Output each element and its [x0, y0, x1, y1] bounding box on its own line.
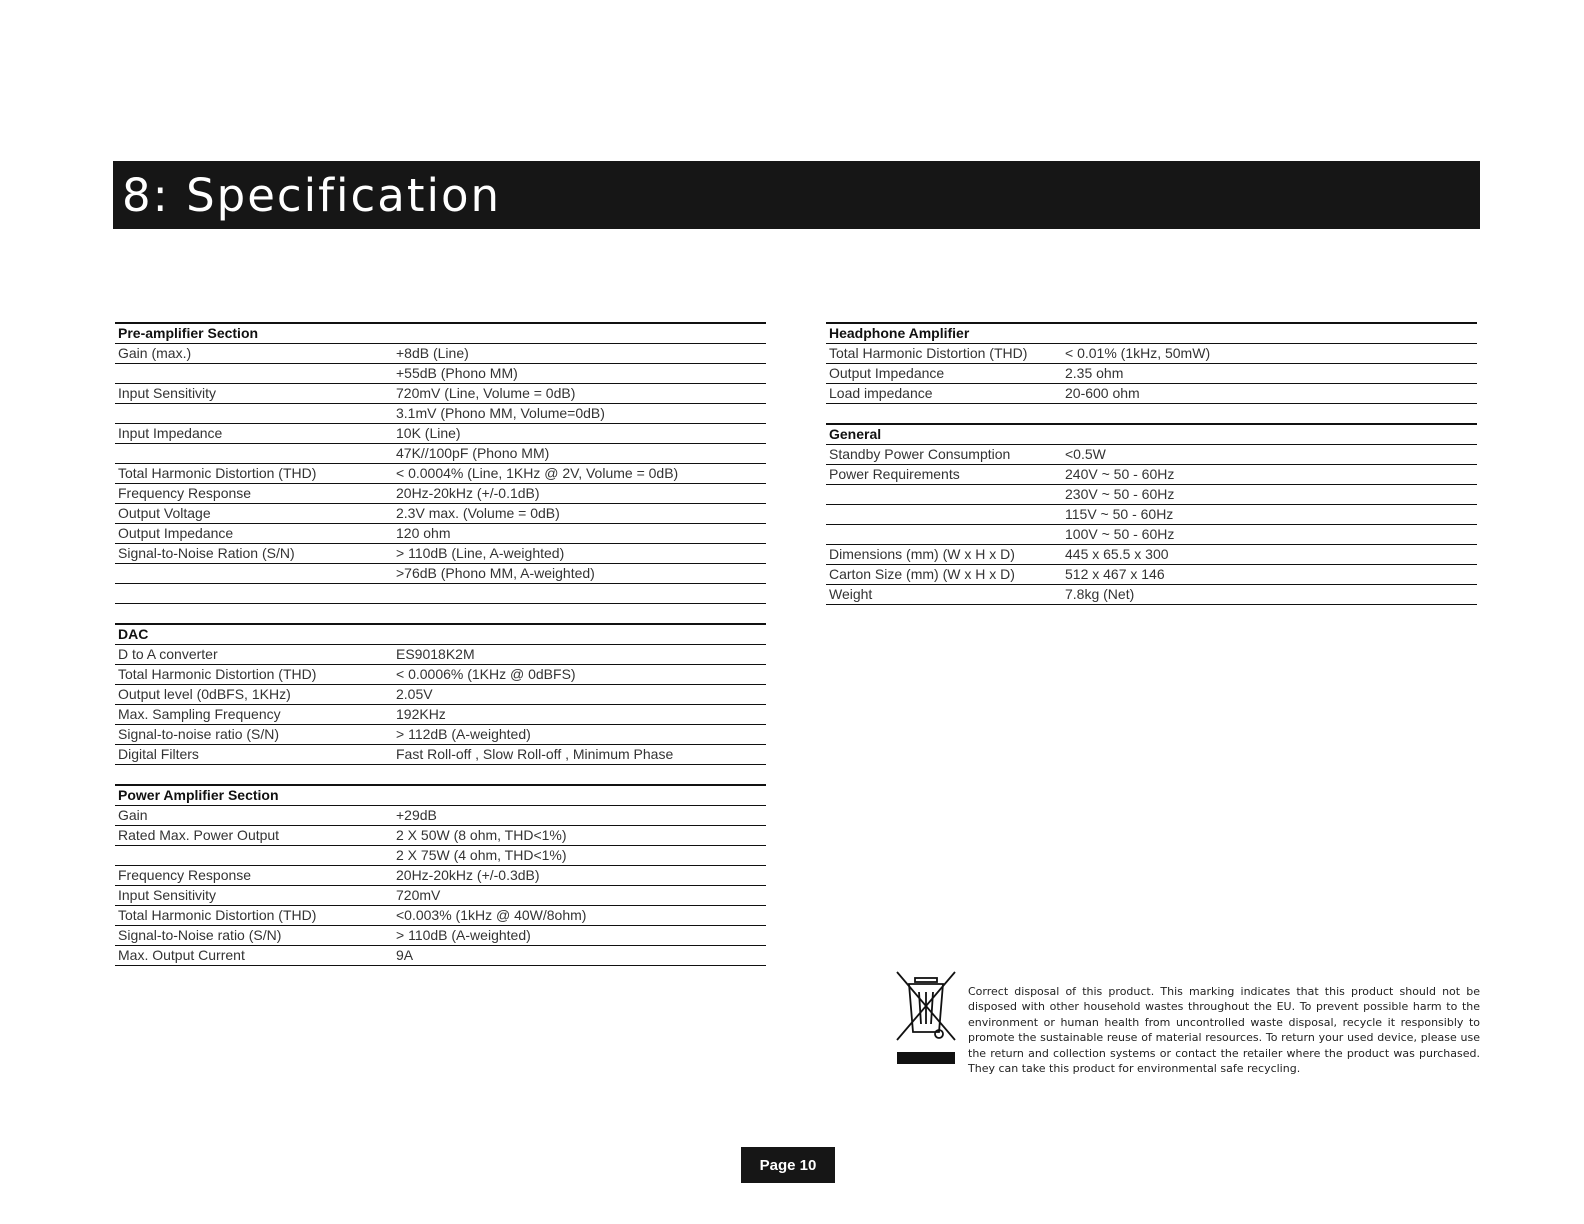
- spec-value: >76dB (Phono MM, A-weighted): [396, 565, 595, 581]
- spec-label: Signal-to-Noise Ration (S/N): [118, 545, 295, 561]
- spec-section: [115, 322, 766, 604]
- spec-label: Frequency Response: [118, 485, 252, 501]
- title-bar: [113, 161, 1480, 229]
- spec-value: 230V ~ 50 - 60Hz: [1065, 486, 1175, 502]
- page-title: 8: Specification: [122, 168, 502, 222]
- spec-value: 7.8kg (Net): [1065, 586, 1135, 602]
- spec-label: [826, 505, 1065, 524]
- spec-value: 240V ~ 50 - 60Hz: [1065, 466, 1175, 482]
- spec-value: 20Hz-20kHz (+/-0.3dB): [396, 867, 540, 883]
- spec-label: Max. Sampling Frequency: [118, 706, 281, 722]
- spec-label: Max. Output Current: [118, 947, 245, 963]
- spec-value: +55dB (Phono MM): [396, 365, 518, 381]
- spec-label: Input Impedance: [118, 425, 223, 441]
- spec-section: [826, 423, 1477, 605]
- spec-value: 100V ~ 50 - 60Hz: [1065, 526, 1175, 542]
- spec-label: [115, 846, 396, 865]
- spec-label: [115, 584, 396, 603]
- spec-row: [115, 846, 766, 866]
- disposal-notice: Correct disposal of this product. This marking indicates that this product should not be disposed with other household wastes throughout the EU. To prevent possible harm to the environment or human health from uncontrolled waste disposal, recycle it responsibly to promote the sustainable reuse of material resources. To return your used device, please use the return and collection systems or contact the retailer where the product was purchased. They can take this product for environmental safe recycling.: [968, 985, 1480, 1076]
- weee-bin-icon: [895, 970, 957, 1065]
- spec-label: Rated Max. Power Output: [118, 827, 280, 843]
- spec-label: Carton Size (mm) (W x H x D): [829, 566, 1015, 582]
- spec-value: 512 x 467 x 146: [1065, 566, 1165, 582]
- spec-section: [115, 623, 766, 765]
- spec-value: 2 X 75W (4 ohm, THD<1%): [396, 847, 567, 863]
- section-heading-label: Pre-amplifier Section: [118, 325, 259, 341]
- spec-row: [826, 505, 1477, 525]
- spec-row: [115, 826, 766, 846]
- left-spec-column: [115, 322, 766, 966]
- section-heading-label: Power Amplifier Section: [118, 787, 279, 803]
- spec-row: [115, 705, 766, 725]
- page-number-badge: Page 10: [741, 1147, 835, 1183]
- spec-row: [115, 906, 766, 926]
- spec-label: Digital Filters: [118, 746, 199, 762]
- spec-row: [826, 585, 1477, 605]
- section-heading-label: DAC: [118, 626, 149, 642]
- spec-row: [826, 344, 1477, 364]
- spec-row: [115, 645, 766, 665]
- spec-label: Weight: [829, 586, 873, 602]
- spec-section: [826, 322, 1477, 404]
- spec-row: [115, 665, 766, 685]
- spec-row: [826, 384, 1477, 404]
- spec-label: [115, 364, 396, 383]
- spec-label: [826, 485, 1065, 504]
- spec-value: <0.5W: [1065, 446, 1106, 462]
- spec-label: Load impedance: [829, 385, 933, 401]
- spec-label: Output Impedance: [829, 365, 945, 381]
- spec-label: Total Harmonic Distortion (THD): [118, 465, 317, 481]
- spec-value: 20Hz-20kHz (+/-0.1dB): [396, 485, 540, 501]
- spec-row: [115, 504, 766, 524]
- spec-label: Standby Power Consumption: [829, 446, 1011, 462]
- spec-label: Output level (0dBFS, 1KHz): [118, 686, 291, 702]
- spec-value: +8dB (Line): [396, 345, 469, 361]
- spec-value: <0.003% (1kHz @ 40W/8ohm): [396, 907, 587, 923]
- spec-value: 720mV (Line, Volume = 0dB): [396, 385, 576, 401]
- spec-value: 20-600 ohm: [1065, 385, 1140, 401]
- spec-label: Output Voltage: [118, 505, 211, 521]
- spec-row: [115, 344, 766, 364]
- spec-row: [115, 524, 766, 544]
- spec-row: [115, 745, 766, 765]
- spec-value: > 110dB (Line, A-weighted): [396, 545, 565, 561]
- spec-label: Frequency Response: [118, 867, 252, 883]
- spec-label: [115, 564, 396, 583]
- spec-label: Signal-to-noise ratio (S/N): [118, 726, 280, 742]
- spec-row: [826, 545, 1477, 565]
- spec-row: [115, 866, 766, 886]
- spec-value: > 110dB (A-weighted): [396, 927, 531, 943]
- spec-row: [115, 364, 766, 384]
- spec-row: [115, 444, 766, 464]
- spec-value: 2.3V max. (Volume = 0dB): [396, 505, 560, 521]
- section-heading-label: General: [829, 426, 882, 442]
- spec-value: 720mV: [396, 887, 441, 903]
- section-heading: [115, 324, 766, 344]
- spec-value: Fast Roll-off , Slow Roll-off , Minimum Phase: [396, 746, 674, 762]
- spec-value: 192KHz: [396, 706, 446, 722]
- spec-row: [826, 364, 1477, 384]
- section-heading: [115, 786, 766, 806]
- spec-value: < 0.0006% (1KHz @ 0dBFS): [396, 666, 576, 682]
- spec-value: 115V ~ 50 - 60Hz: [1065, 506, 1174, 522]
- spec-label: Total Harmonic Distortion (THD): [118, 907, 317, 923]
- spec-row: [115, 946, 766, 966]
- spec-label: [826, 525, 1065, 544]
- spec-value: 2 X 50W (8 ohm, THD<1%): [396, 827, 567, 843]
- spec-value: ES9018K2M: [396, 646, 475, 662]
- spec-section: [115, 784, 766, 966]
- section-heading: [826, 324, 1477, 344]
- spec-value: 120 ohm: [396, 525, 451, 541]
- spec-row: [826, 465, 1477, 485]
- section-heading: [115, 625, 766, 645]
- spec-row: [115, 584, 766, 604]
- spec-label: Power Requirements: [829, 466, 960, 482]
- spec-value: 3.1mV (Phono MM, Volume=0dB): [396, 405, 605, 421]
- spec-value: 10K (Line): [396, 425, 461, 441]
- spec-row: [115, 424, 766, 444]
- spec-label: [115, 404, 396, 423]
- spec-value: < 0.0004% (Line, 1KHz @ 2V, Volume = 0dB): [396, 465, 679, 481]
- spec-value: < 0.01% (1kHz, 50mW): [1065, 345, 1211, 361]
- spec-value: 2.05V: [396, 686, 433, 702]
- spec-value: 9A: [396, 947, 414, 963]
- spec-label: D to A converter: [118, 646, 218, 662]
- spec-row: [826, 485, 1477, 505]
- spec-label: Dimensions (mm) (W x H x D): [829, 546, 1015, 562]
- spec-row: [826, 445, 1477, 465]
- spec-label: Input Sensitivity: [118, 887, 217, 903]
- spec-label: [115, 444, 396, 463]
- spec-label: Input Sensitivity: [118, 385, 217, 401]
- right-spec-column: [826, 322, 1477, 605]
- spec-row: [115, 544, 766, 564]
- spec-value: > 112dB (A-weighted): [396, 726, 531, 742]
- spec-value: [396, 584, 766, 603]
- spec-row: [115, 926, 766, 946]
- spec-label: Output Impedance: [118, 525, 234, 541]
- spec-row: [115, 464, 766, 484]
- spec-row: [826, 565, 1477, 585]
- spec-value: +29dB: [396, 807, 437, 823]
- spec-row: [115, 806, 766, 826]
- spec-row: [115, 886, 766, 906]
- spec-value: 2.35 ohm: [1065, 365, 1124, 381]
- spec-row: [115, 404, 766, 424]
- spec-label: Gain (max.): [118, 345, 192, 361]
- spec-row: [115, 685, 766, 705]
- spec-label: Signal-to-Noise ratio (S/N): [118, 927, 282, 943]
- spec-value: 47K//100pF (Phono MM): [396, 445, 550, 461]
- spec-label: Total Harmonic Distortion (THD): [118, 666, 317, 682]
- spec-row: [115, 725, 766, 745]
- spec-row: [115, 384, 766, 404]
- section-heading-label: Headphone Amplifier: [829, 325, 970, 341]
- spec-row: [115, 484, 766, 504]
- spec-row: [826, 525, 1477, 545]
- spec-value: 445 x 65.5 x 300: [1065, 546, 1169, 562]
- spec-label: Total Harmonic Distortion (THD): [829, 345, 1028, 361]
- section-heading: [826, 425, 1477, 445]
- spec-label: Gain: [118, 807, 148, 823]
- spec-row: [115, 564, 766, 584]
